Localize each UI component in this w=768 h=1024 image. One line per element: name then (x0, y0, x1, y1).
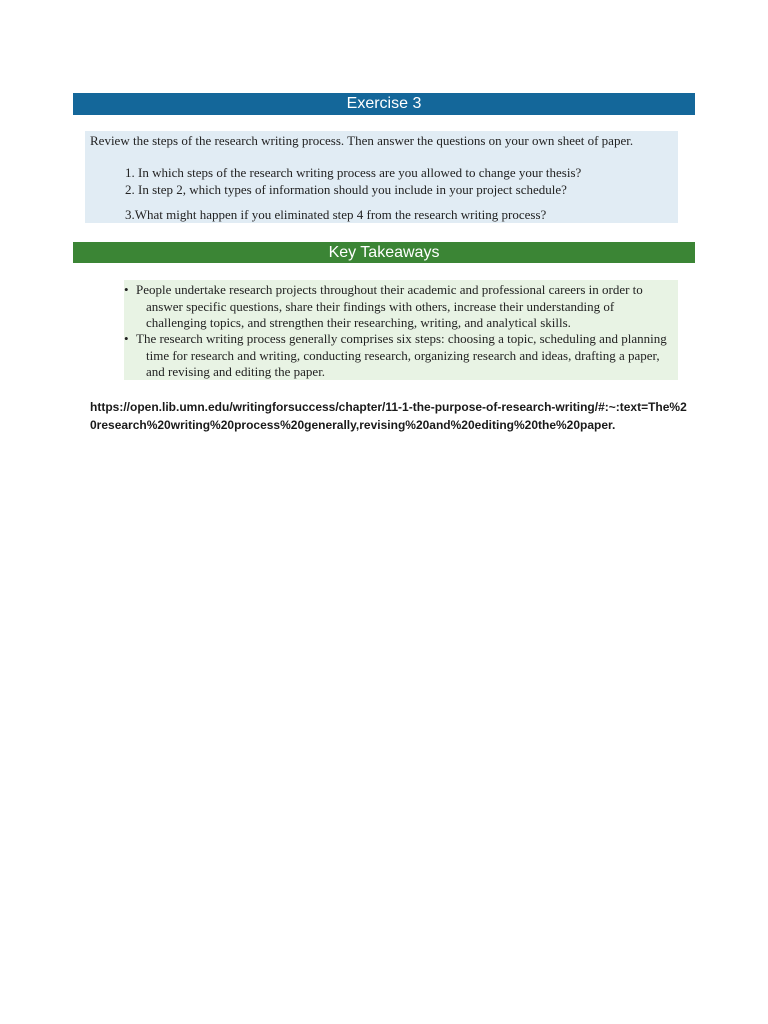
exercise-header (73, 93, 695, 115)
bullet-icon: • (124, 282, 129, 297)
exercise-question-1: 1. In which steps of the research writing process are you allowed to change your thesis? (125, 165, 582, 180)
takeaway-item-2 (124, 331, 678, 381)
exercise-box (85, 131, 678, 223)
key-takeaways-title: Key Takeaways (328, 244, 440, 261)
bullet-icon: • (124, 331, 129, 346)
exercise-question-2: 2. In step 2, which types of information should you include in your project schedule? (125, 182, 567, 197)
exercise-title: Exercise 3 (346, 95, 422, 112)
key-takeaways-box (124, 280, 678, 380)
takeaway-item-1 (124, 282, 678, 332)
exercise-question-3: 3.What might happen if you eliminated step 4 from the research writing process? (125, 207, 547, 222)
exercise-intro: Review the steps of the research writing process. Then answer the questions on your own sheet of paper. (90, 133, 634, 148)
takeaway-text-1: People undertake research projects throughout their academic and professional careers in order to answer specific questions, share their findings with others, increase their understanding of challenging topics, and strengthen their researching, writing, and analytical skills. (136, 282, 643, 330)
key-takeaways-header (73, 242, 695, 263)
source-link[interactable]: https://open.lib.umn.edu/writingforsuccess/chapter/11-1-the-purpose-of-research-writing/#:~:text=The%20research%20writing%20process%20generally,revising%20and%20editing%20the%20paper. (90, 400, 687, 432)
takeaway-text-2: The research writing process generally comprises six steps: choosing a topic, scheduling and planning time for research and writing, conducting research, organizing research and ideas, drafting a paper, and revising and editing the paper. (136, 331, 667, 379)
